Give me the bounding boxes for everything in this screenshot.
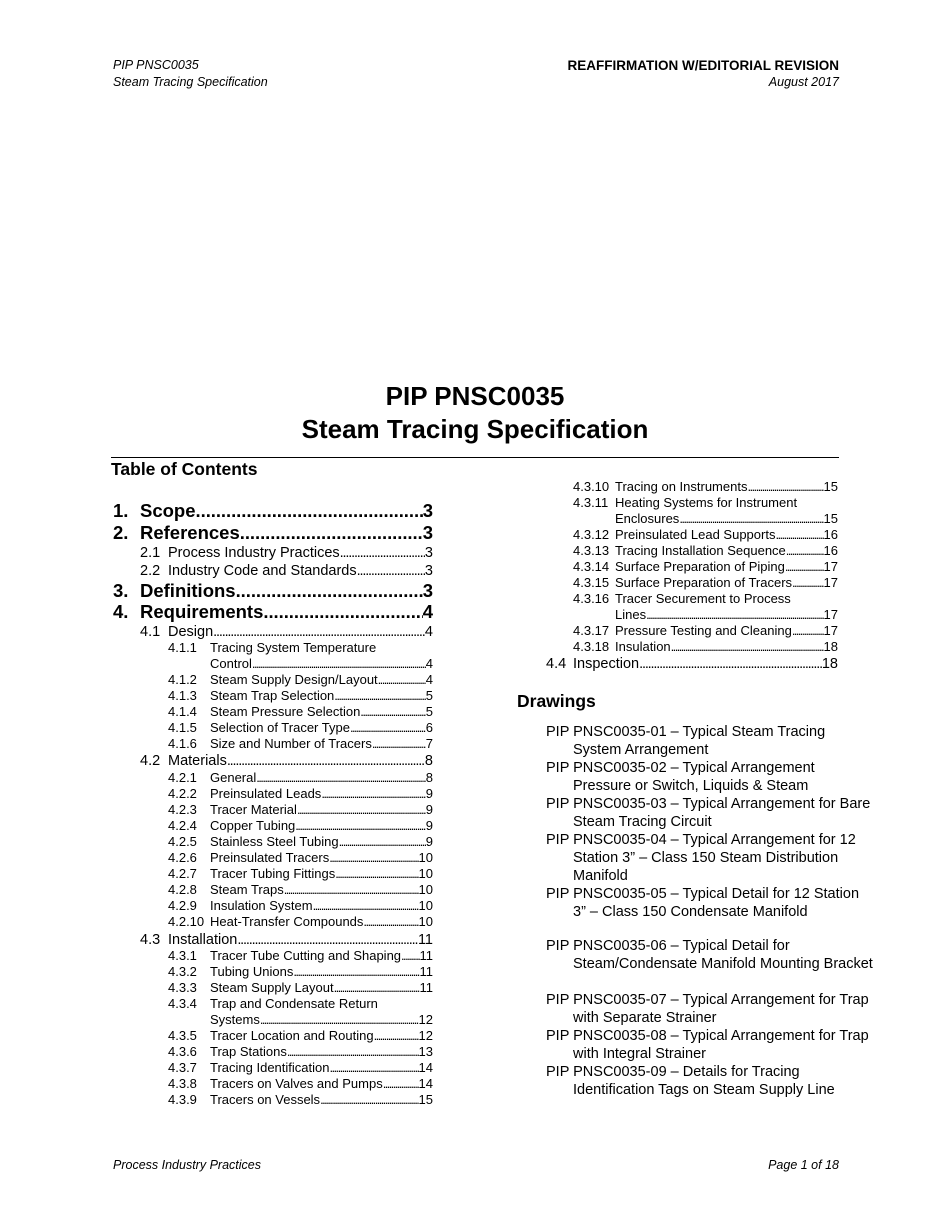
toc-leader-dots (297, 802, 426, 818)
toc-entry-number: 4.2.10 (168, 914, 205, 929)
toc-entry-page: 17 (823, 623, 838, 638)
toc-entry-number: 4.1 (140, 624, 161, 640)
toc-entry-number: 1. (113, 500, 129, 521)
toc-leader-dots (747, 479, 823, 495)
toc-entry-page: 4 (425, 672, 433, 687)
toc-leader-dots (360, 704, 425, 720)
toc-leader-dots (374, 1028, 419, 1044)
toc-entry-number: 4.1.4 (168, 704, 197, 719)
toc-entry-number: 4.2.8 (168, 882, 197, 897)
toc-entry[interactable] (168, 688, 433, 704)
toc-entry[interactable] (573, 575, 838, 591)
toc-entry[interactable] (168, 802, 433, 818)
drawing-entry[interactable]: PIP PNSC0035-01 – Typical Steam Tracing System Arrangement (546, 724, 826, 758)
toc-leader-dots (321, 786, 425, 802)
toc-entry-number: 4.2.7 (168, 866, 197, 881)
toc-entry[interactable] (140, 931, 433, 949)
toc-entry-number: 4.3.3 (168, 980, 197, 995)
toc-entry[interactable] (168, 882, 433, 898)
toc-entry-title-text: Tracing System Temperature (210, 640, 377, 655)
toc-entry-number: 4.4 (546, 656, 567, 672)
toc-entry-page: 10 (418, 850, 433, 865)
toc-entry-number: 4.1.6 (168, 736, 197, 751)
toc-entry[interactable] (168, 818, 433, 834)
toc-entry-number: 4.3.6 (168, 1044, 197, 1059)
toc-leader-dots (240, 522, 423, 544)
toc-entry-number: 4.3 (140, 932, 161, 948)
toc-entry-title: Trap Stations (210, 1044, 287, 1059)
toc-entry-number: 2.2 (140, 563, 161, 579)
toc-entry-page: 4 (424, 624, 433, 640)
toc-entry-number: 4.2.3 (168, 802, 197, 817)
toc-heading: Table of Contents (111, 459, 258, 479)
drawing-entry[interactable]: PIP PNSC0035-05 – Typical Detail for 12 Station 3” – Class 150 Condensate Manifold (546, 886, 860, 920)
toc-entry-page: 11 (417, 932, 433, 948)
toc-entry-number: 4.2.6 (168, 850, 197, 865)
toc-entry-title: Inspection (573, 656, 640, 672)
toc-entry-title (168, 640, 376, 656)
toc-entry-page: 16 (823, 527, 838, 542)
toc-entry-title: Insulation (615, 639, 671, 654)
toc-entry-page: 10 (418, 882, 433, 897)
toc-entry-title: Tracers on Valves and Pumps (210, 1076, 383, 1091)
toc-entry[interactable] (168, 980, 433, 996)
toc-leader-dots (196, 500, 423, 522)
toc-leader-dots (401, 948, 419, 964)
toc-entry-number: 4.3.5 (168, 1028, 197, 1043)
document-title (0, 380, 950, 446)
toc-entry-number: 4.3.2 (168, 964, 197, 979)
toc-entry-number: 4.3.11 (573, 495, 609, 510)
toc-leader-dots (679, 511, 823, 527)
toc-entry-title: Scope (140, 500, 196, 521)
drawing-entry[interactable]: PIP PNSC0035-04 – Typical Arrangement for 12 Station 3” – Class 150 Steam Distribution Manifold (546, 832, 856, 884)
toc-leader-dots (340, 544, 425, 562)
toc-leader-dots (256, 770, 426, 786)
toc-entry-page: 4 (422, 601, 433, 622)
toc-entry-title: References (140, 522, 240, 543)
toc-entry-title-continued: Control (210, 656, 252, 671)
toc-entry-title: Tubing Unions (210, 964, 294, 979)
toc-entry-title: Surface Preparation of Tracers (615, 575, 793, 590)
toc-entry-page: 9 (425, 802, 433, 817)
toc-entry-page: 12 (418, 1012, 433, 1027)
footer-right: Page 1 of 18 (768, 1158, 839, 1172)
toc-entry-page: 6 (425, 720, 433, 735)
toc-entry[interactable] (573, 543, 838, 559)
toc-entry-title: Steam Supply Design/Layout (210, 672, 378, 687)
toc-entry-number: 4.3.4 (168, 996, 197, 1011)
toc-entry-page: 10 (418, 914, 433, 929)
toc-entry-page: 8 (424, 753, 433, 769)
toc-entry[interactable] (168, 1060, 433, 1076)
toc-entry-title-text: Heating Systems for Instrument (615, 495, 798, 510)
toc-entry-title-continued: Enclosures (615, 511, 680, 526)
toc-entry-page: 3 (424, 563, 433, 579)
title-line-1: PIP PNSC0035 (385, 381, 565, 411)
toc-entry-number: 4.1.5 (168, 720, 197, 735)
toc-entry-number: 4.1.1 (168, 640, 197, 655)
toc-entry-title: Steam Pressure Selection (210, 704, 361, 719)
toc-entry[interactable] (168, 866, 433, 882)
drawing-entry[interactable]: PIP PNSC0035-07 – Typical Arrangement for Trap with Separate Strainer (546, 992, 869, 1026)
toc-leader-dots (671, 639, 824, 655)
toc-entry[interactable] (168, 1092, 433, 1108)
toc-leader-dots (213, 623, 425, 641)
toc-leader-dots (775, 527, 823, 543)
toc-entry-page: 11 (419, 980, 433, 995)
toc-entry-title (573, 591, 791, 607)
footer-left: Process Industry Practices (113, 1158, 261, 1172)
toc-entry-page: 12 (418, 1028, 433, 1043)
toc-entry-page: 9 (425, 834, 433, 849)
toc-entry-title: Tracing Installation Sequence (615, 543, 786, 558)
toc-leader-dots (252, 656, 426, 672)
toc-entry-number: 4.3.18 (573, 639, 610, 654)
toc-entry-page: 11 (419, 948, 433, 963)
toc-entry-title: Preinsulated Tracers (210, 850, 330, 865)
toc-entry[interactable] (168, 834, 433, 850)
toc-entry-number: 2. (113, 522, 129, 543)
toc-entry[interactable] (168, 770, 433, 786)
toc-entry-page: 17 (823, 607, 838, 622)
toc-entry-title: Tracers on Vessels (210, 1092, 321, 1107)
toc-entry-page: 3 (422, 522, 433, 543)
toc-entry[interactable] (140, 752, 433, 770)
toc-entry-title: Selection of Tracer Type (210, 720, 350, 735)
toc-leader-dots (295, 818, 425, 834)
toc-leader-dots (335, 866, 418, 882)
toc-entry-title: Steam Supply Layout (210, 980, 334, 995)
toc-leader-dots (378, 672, 426, 688)
toc-leader-dots (236, 580, 423, 602)
toc-entry-number: 4.3.9 (168, 1092, 197, 1107)
toc-entry-page: 17 (823, 559, 838, 574)
toc-entry-number: 4.3.16 (573, 591, 610, 606)
toc-entry[interactable] (168, 850, 433, 866)
toc-entry-title: Tracing Identification (210, 1060, 330, 1075)
toc-entry-title: Insulation System (210, 898, 313, 913)
toc-entry-title: Heat-Transfer Compounds (210, 914, 364, 929)
toc-entry-page: 10 (418, 898, 433, 913)
toc-entry-title: Pressure Testing and Cleaning (615, 623, 792, 638)
toc-entry[interactable] (168, 786, 433, 802)
toc-entry[interactable] (168, 736, 433, 752)
toc-entry[interactable] (113, 601, 433, 623)
toc-entry-number: 4.3.13 (573, 543, 610, 558)
toc-entry-number: 4.3.1 (168, 948, 197, 963)
toc-leader-dots (329, 850, 418, 866)
toc-entry-page: 17 (823, 575, 838, 590)
toc-entry-title: Design (168, 624, 214, 640)
toc-entry-title: Surface Preparation of Piping (615, 559, 785, 574)
header-doc-title: Steam Tracing Specification (113, 75, 268, 89)
toc-entry-page: 5 (425, 704, 433, 719)
toc-entry-page: 3 (422, 500, 433, 521)
toc-leader-dots (639, 655, 822, 673)
toc-entry-page: 5 (425, 688, 433, 703)
toc-entry[interactable] (168, 898, 433, 914)
toc-entry-title: Industry Code and Standards (168, 563, 357, 579)
toc-entry-page: 18 (823, 639, 838, 654)
toc-entry-number: 4.2.9 (168, 898, 197, 913)
toc-entry-page: 8 (425, 770, 433, 785)
toc-entry-page: 16 (823, 543, 838, 558)
toc-entry-title: Copper Tubing (210, 818, 296, 833)
toc-entry[interactable] (113, 580, 433, 602)
header-status: REAFFIRMATION W/EDITORIAL REVISION (567, 58, 839, 73)
drawing-entry[interactable]: PIP PNSC0035-03 – Typical Arrangement for Bare Steam Tracing Circuit (546, 796, 871, 830)
toc-entry[interactable] (168, 964, 433, 980)
toc-entry[interactable] (168, 720, 433, 736)
toc-entry[interactable] (168, 656, 433, 672)
toc-entry-number: 4.2.5 (168, 834, 197, 849)
toc-entry-title: Tracer Material (210, 802, 297, 817)
toc-leader-dots (237, 931, 418, 949)
toc-entry-number: 4.3.12 (573, 527, 610, 542)
toc-entry-number: 4.3.7 (168, 1060, 197, 1075)
toc-entry[interactable] (168, 948, 433, 964)
toc-leader-dots (792, 623, 824, 639)
toc-entry-page: 7 (425, 736, 433, 751)
toc-entry-title: Size and Number of Tracers (210, 736, 372, 751)
toc-leader-dots (320, 1092, 418, 1108)
drawing-entry[interactable]: PIP PNSC0035-02 – Typical Arrangement Pressure or Switch, Liquids & Steam (546, 760, 815, 794)
drawing-entry[interactable]: PIP PNSC0035-06 – Typical Detail for Steam/Condensate Manifold Mounting Bracket (546, 938, 873, 972)
toc-leader-dots (363, 914, 418, 930)
toc-leader-dots (313, 898, 419, 914)
toc-entry-number: 2.1 (140, 545, 161, 561)
toc-leader-dots (786, 543, 824, 559)
toc-leader-dots (792, 575, 824, 591)
toc-entry-title: Tracer Tube Cutting and Shaping (210, 948, 402, 963)
toc-entry-page: 14 (418, 1060, 433, 1075)
toc-entry-title: Tracer Location and Routing (210, 1028, 374, 1043)
toc-entry-number: 3. (113, 580, 129, 601)
toc-entry-number: 4.3.8 (168, 1076, 197, 1091)
toc-entry-page: 3 (424, 545, 433, 561)
toc-entry-title: General (210, 770, 257, 785)
toc-entry-title-text: Tracer Securement to Process (615, 591, 791, 606)
toc-entry-title-text: Trap and Condensate Return (210, 996, 378, 1011)
toc-entry-page: 10 (418, 866, 433, 881)
toc-entry-title-continued: Lines (615, 607, 647, 622)
toc-entry-number: 4.2.2 (168, 786, 197, 801)
toc-entry-title-continued: Systems (210, 1012, 260, 1027)
toc-leader-dots (334, 980, 420, 996)
toc-leader-dots (227, 752, 425, 770)
toc-entry-page: 4 (425, 656, 433, 671)
toc-leader-dots (287, 1044, 419, 1060)
toc-entry[interactable] (573, 607, 838, 623)
toc-entry-number: 4.1.3 (168, 688, 197, 703)
toc-entry-page: 9 (425, 786, 433, 801)
toc-entry-number: 4.3.17 (573, 623, 610, 638)
toc-entry[interactable] (168, 704, 433, 720)
toc-entry[interactable] (168, 914, 433, 930)
toc-entry-page: 3 (422, 580, 433, 601)
toc-entry-title: Materials (168, 753, 227, 769)
toc-entry-number: 4.3.14 (573, 559, 610, 574)
toc-entry-title: Tracing on Instruments (615, 479, 748, 494)
toc-entry-title: Requirements (140, 601, 264, 622)
toc-leader-dots (350, 720, 426, 736)
toc-entry-page: 15 (418, 1092, 433, 1107)
toc-entry-title: Stainless Steel Tubing (210, 834, 339, 849)
toc-entry[interactable] (168, 1076, 433, 1092)
toc-entry-title: Process Industry Practices (168, 545, 340, 561)
title-line-2: Steam Tracing Specification (301, 414, 649, 444)
toc-entry[interactable] (573, 623, 838, 639)
toc-leader-dots (339, 834, 426, 850)
toc-entry[interactable] (113, 522, 433, 544)
toc-leader-dots (293, 964, 419, 980)
title-divider (111, 457, 839, 458)
toc-entry-page: 15 (823, 511, 838, 526)
toc-entry-title: Steam Trap Selection (210, 688, 335, 703)
toc-entry-number: 4. (113, 601, 129, 622)
toc-entry-page: 15 (823, 479, 838, 494)
running-header-left (113, 57, 268, 91)
toc-entry-title: Steam Traps (210, 882, 284, 897)
toc-entry-page: 11 (419, 964, 433, 979)
toc-entry-number: 4.3.10 (573, 479, 610, 494)
toc-entry[interactable] (573, 527, 838, 543)
toc-entry[interactable] (140, 623, 433, 641)
header-doc-id: PIP PNSC0035 (113, 58, 199, 72)
toc-entry[interactable] (573, 639, 838, 655)
toc-entry-title: Preinsulated Lead Supports (615, 527, 776, 542)
toc-entry-number: 4.1.2 (168, 672, 197, 687)
toc-entry[interactable] (140, 544, 433, 562)
toc-entry-title (573, 495, 797, 511)
toc-entry-page: 14 (418, 1076, 433, 1091)
toc-entry-title: Preinsulated Leads (210, 786, 322, 801)
toc-entry[interactable] (168, 672, 433, 688)
header-date: August 2017 (768, 75, 839, 89)
toc-leader-dots (357, 562, 425, 580)
toc-entry[interactable] (546, 655, 838, 673)
toc-leader-dots (334, 688, 425, 704)
toc-entry[interactable] (573, 511, 838, 527)
toc-entry[interactable] (140, 562, 433, 580)
toc-entry-number: 4.2.4 (168, 818, 197, 833)
toc-entry[interactable] (113, 500, 433, 522)
toc-leader-dots (263, 601, 422, 623)
toc-entry[interactable] (168, 1012, 433, 1028)
toc-leader-dots (785, 559, 824, 575)
toc-entry-number: 4.3.15 (573, 575, 610, 590)
toc-leader-dots (284, 882, 419, 898)
toc-leader-dots (646, 607, 823, 623)
drawing-entry[interactable]: PIP PNSC0035-08 – Typical Arrangement for Trap with Integral Strainer (546, 1028, 869, 1062)
toc-entry-number: 4.2 (140, 753, 161, 769)
toc-entry-page: 18 (821, 656, 838, 672)
toc-entry[interactable] (168, 1028, 433, 1044)
toc-entry[interactable] (573, 559, 838, 575)
toc-leader-dots (260, 1012, 419, 1028)
drawings-heading: Drawings (517, 691, 596, 711)
toc-leader-dots (372, 736, 426, 752)
drawing-entry[interactable]: PIP PNSC0035-09 – Details for Tracing Identification Tags on Steam Supply Line (546, 1064, 835, 1098)
toc-entry-title: Definitions (140, 580, 236, 601)
toc-leader-dots (329, 1060, 418, 1076)
running-header-right (567, 57, 839, 91)
toc-entry-title (168, 996, 378, 1012)
toc-entry-title: Installation (168, 932, 238, 948)
toc-entry[interactable] (573, 479, 838, 495)
toc-entry-page: 13 (418, 1044, 433, 1059)
toc-entry-page: 9 (425, 818, 433, 833)
toc-leader-dots (383, 1076, 419, 1092)
toc-entry-number: 4.2.1 (168, 770, 197, 785)
toc-entry[interactable] (168, 1044, 433, 1060)
toc-entry-title: Tracer Tubing Fittings (210, 866, 336, 881)
